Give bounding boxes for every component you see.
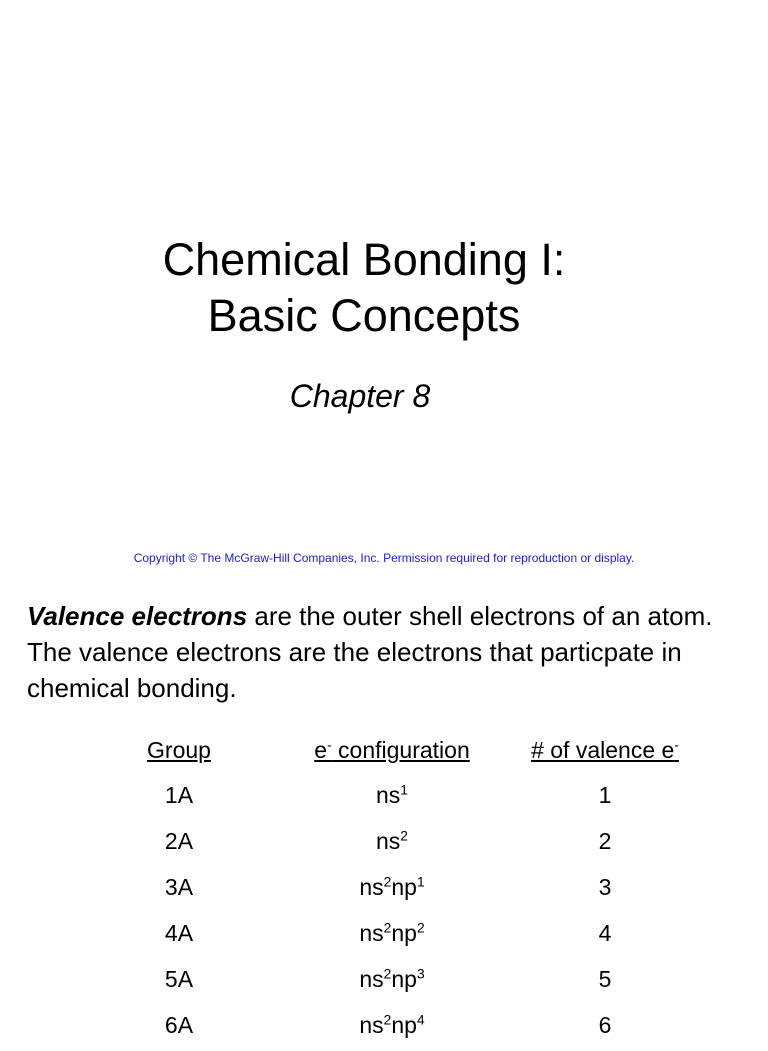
configuration-cell: [272, 959, 512, 999]
valence-table: [0, 730, 768, 1051]
config-superscript: 2: [416, 920, 425, 936]
slide-title: [0, 232, 728, 344]
table-row: [0, 867, 768, 913]
config-part: ns: [359, 966, 384, 992]
group-cell: 2A: [164, 828, 194, 854]
title-line-2: Basic Concepts: [207, 290, 521, 341]
configuration-cell: [272, 867, 512, 907]
config-superscript: 3: [416, 966, 425, 982]
valence-count-cell: 5: [598, 966, 612, 992]
config-superscript: 1: [416, 874, 425, 890]
valence-electrons-term: Valence electrons: [27, 601, 248, 631]
config-part: ns: [359, 874, 384, 900]
valence-count-cell: 2: [598, 828, 612, 854]
valence-count-cell: 1: [598, 782, 612, 808]
header-group: [59, 730, 299, 770]
configuration-cell: [272, 775, 512, 815]
header-valence-text: # of valence e: [531, 737, 675, 763]
table-row: [0, 1005, 768, 1051]
header-valence-minus: -: [674, 737, 679, 753]
config-part: ns: [359, 920, 384, 946]
table-row: [0, 775, 768, 821]
config-superscript: 1: [400, 782, 408, 798]
header-config-minus: -: [327, 737, 332, 753]
valence-count-cell: 3: [598, 874, 612, 900]
table-row: [0, 913, 768, 959]
table-header-row: [0, 730, 768, 775]
configuration-cell: [272, 913, 512, 953]
valence-intro-text: are the outer shell electrons of an atom. The valence electrons are the electrons that particpate in chemical bonding.: [27, 601, 713, 703]
header-group-label: Group: [147, 737, 211, 763]
config-superscript: 2: [383, 920, 392, 936]
group-cell: 1A: [164, 782, 194, 808]
group-cell: 4A: [164, 920, 194, 946]
configuration-cell: [272, 821, 512, 861]
configuration-cell: [272, 1005, 512, 1045]
table-row: [0, 821, 768, 867]
group-cell: 6A: [164, 1012, 194, 1038]
config-part: np: [391, 920, 417, 946]
header-valence-label: [531, 737, 679, 763]
config-part: ns: [376, 828, 401, 854]
group-cell: 5A: [164, 966, 194, 992]
copyright-notice: Copyright © The McGraw-Hill Companies, Inc. Permission required for reproduction or display.: [133, 551, 635, 565]
config-part: ns: [359, 1012, 384, 1038]
header-configuration: [272, 730, 512, 770]
valence-count-cell: 4: [598, 920, 612, 946]
config-superscript: 4: [416, 1012, 425, 1028]
config-superscript: 2: [383, 874, 392, 890]
title-line-1: Chemical Bonding I:: [162, 234, 566, 285]
header-configuration-label: [314, 737, 470, 763]
config-part: np: [391, 874, 417, 900]
header-valence: [485, 730, 725, 770]
config-superscript: 2: [400, 828, 408, 844]
config-part: ns: [376, 782, 401, 808]
table-row: [0, 959, 768, 1005]
valence-intro-paragraph: [27, 598, 747, 706]
config-superscript: 2: [383, 966, 392, 982]
config-part: np: [391, 1012, 417, 1038]
header-config-word: configuration: [331, 737, 470, 763]
header-config-e: e: [314, 737, 328, 763]
config-part: np: [391, 966, 417, 992]
config-superscript: 2: [383, 1012, 392, 1028]
chapter-subtitle: Chapter 8: [289, 378, 431, 414]
valence-count-cell: 6: [598, 1012, 612, 1038]
group-cell: 3A: [164, 874, 194, 900]
